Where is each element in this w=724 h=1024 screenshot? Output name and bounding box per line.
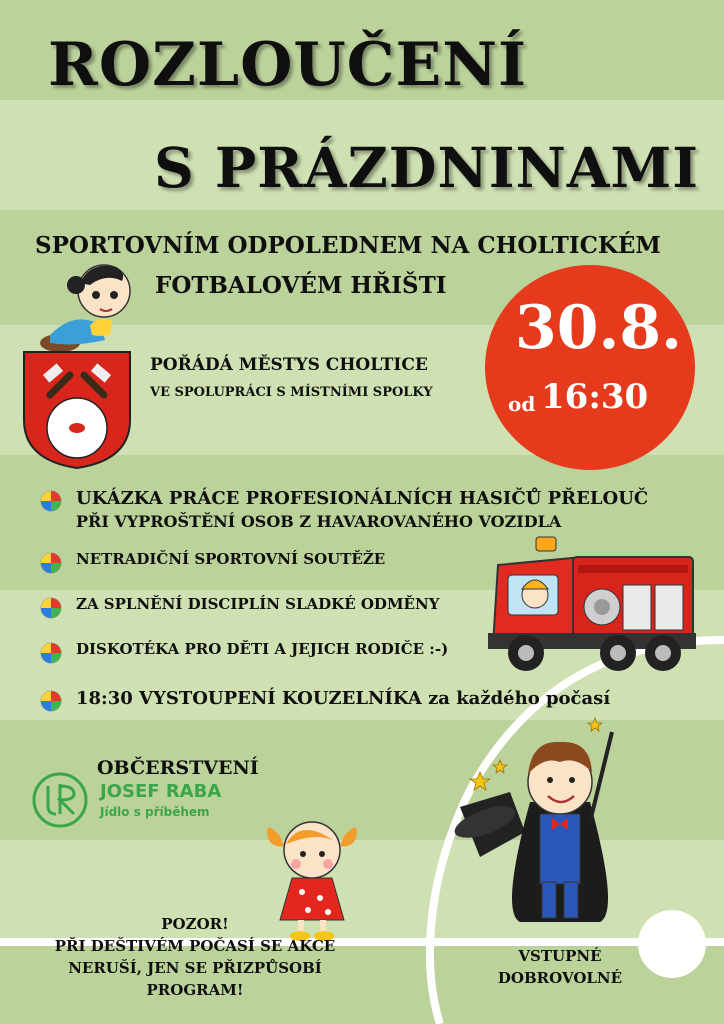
- fire-truck-illustration: [488, 535, 698, 675]
- program-item: [40, 640, 448, 664]
- poster-title-line1: ROZLOUČENÍ: [48, 30, 528, 100]
- beach-ball-icon: [40, 490, 62, 512]
- beach-ball-icon: [40, 597, 62, 619]
- program-item-text: UKÁZKA PRÁCE PROFESIONÁLNÍCH HASIČŮ PŘELOUČ: [76, 488, 649, 509]
- rain-notice: [40, 913, 350, 1001]
- date-bubble: [485, 265, 695, 470]
- rain-notice-line: PŘI DEŠTIVÉM POČASÍ SE AKCE: [54, 937, 336, 955]
- brand-name: JOSEF RABA: [100, 781, 222, 802]
- event-date: 30.8.: [515, 293, 683, 363]
- rain-notice-line: POZOR!: [161, 915, 229, 933]
- crawling-child-illustration: [30, 255, 140, 355]
- beach-ball-icon: [40, 642, 62, 664]
- beach-ball-icon: [40, 690, 62, 712]
- subtitle-line2: FOTBALOVÉM HŘIŠTI: [155, 272, 447, 299]
- time-from-label: od: [508, 392, 536, 416]
- josef-raba-logo-icon: [30, 770, 94, 830]
- brand-tagline: Jídlo s příběhem: [100, 805, 210, 819]
- entry-fee-line: VSTUPNÉ: [518, 947, 602, 965]
- beach-ball-icon: [40, 552, 62, 574]
- subtitle-line1: SPORTOVNÍM ODPOLEDNEM NA CHOLTICKÉM: [35, 232, 661, 259]
- rain-notice-line: NERUŠÍ, JEN SE PŘIZPŮSOBÍ: [68, 959, 322, 977]
- program-item-text: NETRADIČNÍ SPORTOVNÍ SOUTĚŽE: [76, 550, 386, 568]
- program-item: [40, 688, 610, 712]
- organizer-line2: VE SPOLUPRÁCI S MÍSTNÍMI SPOLKY: [150, 385, 433, 400]
- rain-notice-line: PROGRAM!: [146, 981, 244, 999]
- program-item-text: DISKOTÉKA PRO DĚTI A JEJICH RODIČE :-): [76, 640, 449, 658]
- program-item: [40, 595, 439, 619]
- event-time: 16:30: [541, 377, 649, 417]
- program-item-text: 18:30 VYSTOUPENÍ KOUZELNÍKA za každého počasí: [76, 688, 611, 709]
- magician-illustration: [440, 712, 640, 942]
- program-item-text: ZA SPLNĚNÍ DISCIPLÍN SLADKÉ ODMĚNY: [76, 595, 440, 613]
- program-item-text: PŘI VYPROŠTĚNÍ OSOB Z HAVAROVANÉHO VOZIDLA: [76, 512, 562, 531]
- entry-fee: [475, 945, 645, 989]
- poster-title-line2: S PRÁZDNINAMI: [154, 135, 700, 200]
- choltice-coat-of-arms: [22, 350, 132, 470]
- program-item: [40, 488, 648, 531]
- organizer-line1: POŘÁDÁ MĚSTYS CHOLTICE: [150, 355, 428, 375]
- entry-fee-line: DOBROVOLNÉ: [497, 969, 623, 987]
- program-item: [40, 550, 385, 574]
- refreshments-heading: OBČERSTVENÍ: [97, 757, 259, 779]
